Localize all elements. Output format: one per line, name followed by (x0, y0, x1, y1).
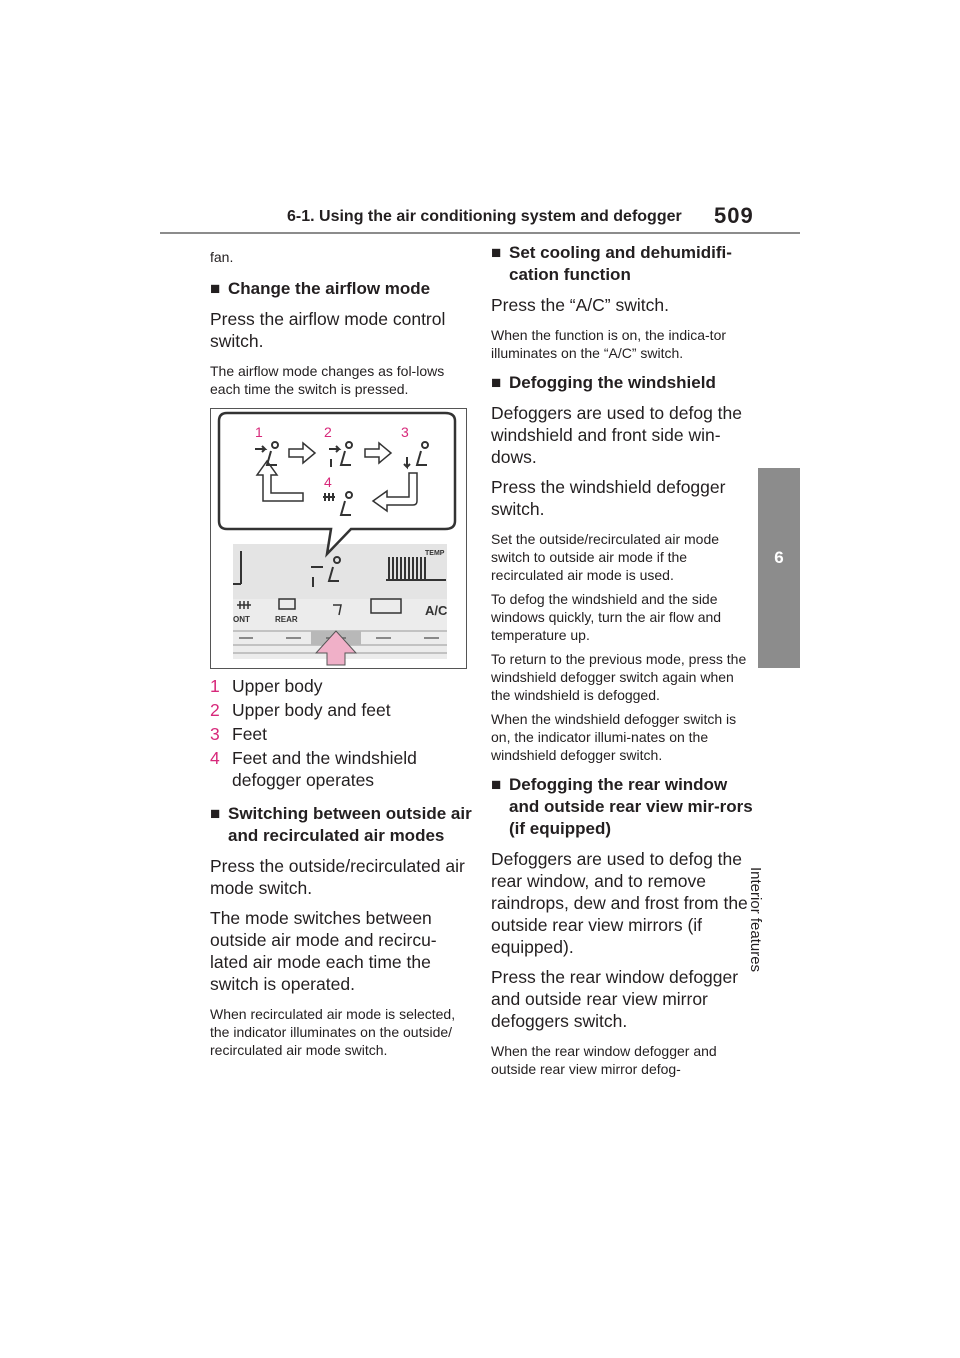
temp-label: TEMP (425, 550, 445, 557)
chapter-label: Interior features (747, 867, 764, 973)
list-item: 3 Feet (210, 724, 268, 744)
square-bullet-icon: ■ (491, 373, 502, 392)
panel-display (233, 544, 447, 599)
windshield-note-4: When the windshield defogger switch is on, the indicator illumi-nates on the windshield defogger switch. (491, 711, 737, 763)
windshield-note-2: To defog the windshield and the side windows quickly, turn the air flow and temperature up. (491, 591, 722, 643)
ac-label: A/C (425, 603, 448, 618)
mode-number-2: 2 (324, 424, 332, 440)
recirc-body-2: The mode switches between outside air mode and recircu-lated air mode each time the switch is operated. (210, 908, 437, 994)
cooling-note: When the function is on, the indica-tor illuminates on the “A/C” switch. (491, 327, 727, 361)
square-bullet-icon: ■ (210, 279, 221, 298)
rear-body-2: Press the rear window defogger and outside rear view mirror defoggers switch. (491, 967, 739, 1031)
airflow-heading: ■ Change the airflow mode (210, 279, 431, 298)
windshield-body-2: Press the windshield defogger switch. (491, 477, 726, 519)
airflow-diagram (211, 409, 466, 668)
left-column (210, 240, 472, 1059)
chapter-number: 6 (774, 548, 784, 567)
windshield-note-1: Set the outside/recirculated air mode switch to outside air mode if the recirculated air mode is used. (491, 531, 720, 583)
rear-note: When the rear window defogger and outside rear view mirror defog- (491, 1043, 717, 1077)
windshield-note-3: To return to the previous mode, press the windshield defogger switch again when the windshield is defogged. (491, 651, 747, 703)
airflow-body: Press the airflow mode control switch. (210, 309, 446, 351)
front-label: ONT (233, 615, 250, 624)
square-bullet-icon: ■ (210, 804, 221, 823)
page-number: 509 (714, 203, 754, 228)
square-bullet-icon: ■ (491, 243, 502, 262)
windshield-heading: ■ Defogging the windshield (491, 373, 716, 392)
airflow-mode-list (210, 675, 472, 791)
mode-number-4: 4 (324, 474, 332, 490)
cooling-body: Press the “A/C” switch. (491, 295, 669, 315)
airflow-figure (210, 408, 467, 669)
intro-text: fan. (210, 249, 234, 265)
list-item: 1 Upper body (210, 676, 323, 696)
list-item: 4 Feet and the windshield defogger operates (210, 748, 417, 790)
right-column (491, 240, 753, 1078)
recirc-body-1: Press the outside/recirculated air mode switch. (210, 856, 465, 898)
square-bullet-icon: ■ (491, 775, 502, 794)
rear-body-1: Defoggers are used to defog the rear window, and to remove raindrops, dew and frost from the outside rear view mirrors (if equipped). (491, 849, 748, 957)
cooling-heading: ■ Set cooling and dehumidifi-cation function (491, 243, 732, 284)
header-rule (160, 232, 800, 234)
rear-label: REAR (275, 615, 298, 624)
airflow-note: The airflow mode changes as fol-lows each time the switch is pressed. (210, 363, 445, 397)
windshield-body-1: Defoggers are used to defog the windshield and front side win-dows. (491, 403, 743, 467)
mode-number-3: 3 (401, 424, 409, 440)
rear-heading: ■ Defogging the rear window and outside rear view mir-rors (if equipped) (491, 775, 753, 838)
recirc-heading: ■ Switching between outside air and recirculated air modes (210, 804, 472, 845)
mode-number-1: 1 (255, 424, 263, 440)
section-title: 6-1. Using the air conditioning system and defogger (287, 208, 682, 225)
list-item: 2 Upper body and feet (210, 700, 391, 720)
recirc-note: When recirculated air mode is selected, the indicator illuminates on the outside/ recirculated air mode switch. (210, 1006, 456, 1058)
chapter-tab (758, 468, 800, 668)
